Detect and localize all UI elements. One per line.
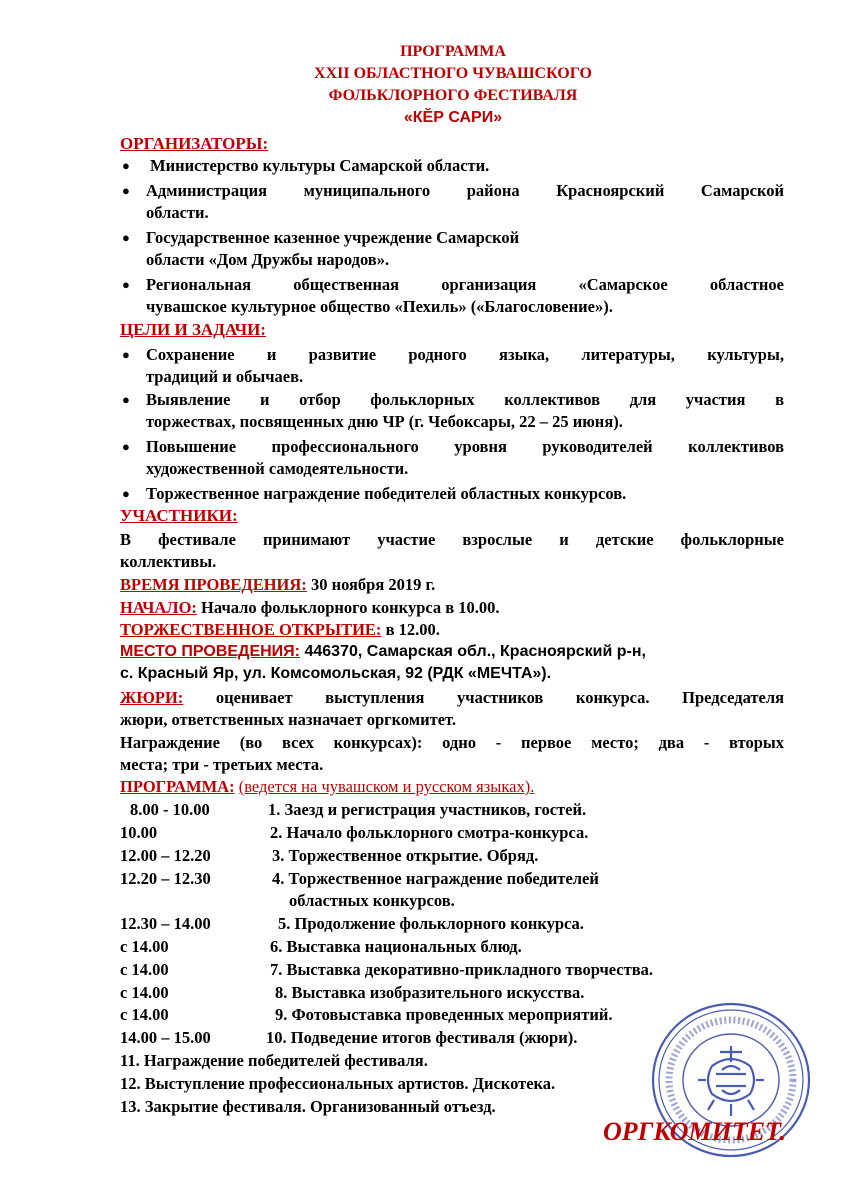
time-line bbox=[120, 575, 435, 595]
start-label: НАЧАЛО: bbox=[120, 598, 197, 617]
program-note: (ведется на чувашском и русском языках). bbox=[238, 777, 535, 796]
bullet: ● bbox=[122, 230, 130, 245]
schedule-time: с 14.00 bbox=[120, 960, 169, 979]
organizer-item-2: Администрация муниципального района Красноярский Самарской bbox=[146, 181, 784, 200]
program-tail-item: 13. Закрытие фестиваля. Организованный отъезд. bbox=[120, 1097, 496, 1116]
schedule-time: 14.00 – 15.00 bbox=[120, 1028, 211, 1047]
organizers-heading: ОРГАНИЗАТОРЫ: bbox=[120, 134, 269, 153]
jury-text-cont: жюри, ответственных назначает оргкомитет. bbox=[120, 710, 457, 729]
goal-item-3-cont: художественной самодеятельности. bbox=[146, 459, 409, 478]
schedule-item: 3. Торжественное открытие. Обряд. bbox=[272, 846, 539, 865]
participants-text: В фестивале принимают участие взрослые и детские фольклорные bbox=[120, 530, 784, 549]
bullet: ● bbox=[122, 277, 130, 292]
organizer-item-4-cont: чувашское культурное общество «Пехиль» («Благословение»). bbox=[146, 297, 613, 316]
jury-text: оценивает выступления участников конкурса. Председателя bbox=[215, 688, 785, 707]
bullet: ● bbox=[122, 486, 130, 501]
program-tail-item: 11. Награждение победителей фестиваля. bbox=[120, 1051, 428, 1070]
schedule-time: с 14.00 bbox=[120, 1005, 169, 1024]
title-line-1: ПРОГРАММА bbox=[400, 43, 506, 60]
schedule-time: с 14.00 bbox=[120, 983, 169, 1002]
program-label: ПРОГРАММА: bbox=[120, 777, 235, 796]
organizer-item-3-cont: области «Дом Дружбы народов». bbox=[146, 250, 390, 269]
time-label: ВРЕМЯ ПРОВЕДЕНИЯ: bbox=[120, 575, 307, 594]
schedule-item: 1. Заезд и регистрация участников, гостей. bbox=[268, 800, 587, 819]
schedule-time: 8.00 - 10.00 bbox=[130, 800, 210, 819]
organizer-item-2-cont: области. bbox=[146, 203, 209, 222]
bullet: ● bbox=[122, 158, 130, 173]
award-text: Награждение (во всех конкурсах): одно - первое место; два - вторых bbox=[120, 733, 784, 752]
bullet: ● bbox=[122, 347, 130, 362]
start-value: Начало фольклорного конкурса в 10.00. bbox=[201, 598, 500, 617]
schedule-item: 8. Выставка изобразительного искусства. bbox=[275, 983, 585, 1002]
schedule-item: 4. Торжественное награждение победителей bbox=[272, 869, 599, 888]
schedule-time: 12.30 – 14.00 bbox=[120, 914, 211, 933]
opening-value: в 12.00. bbox=[385, 620, 440, 639]
start-line bbox=[120, 598, 500, 618]
participants-text-cont: коллективы. bbox=[120, 552, 217, 571]
place-line bbox=[120, 642, 646, 662]
schedule-item: 2. Начало фольклорного смотра-конкурса. bbox=[270, 823, 589, 842]
bullet: ● bbox=[122, 392, 130, 407]
schedule-item: 10. Подведение итогов фестиваля (жюри). bbox=[266, 1028, 578, 1047]
jury-line bbox=[120, 688, 784, 708]
goal-item-4: Торжественное награждение победителей областных конкурсов. bbox=[146, 484, 627, 503]
place-label: МЕСТО ПРОВЕДЕНИЯ: bbox=[120, 643, 301, 660]
schedule-item: 7. Выставка декоративно-прикладного творчества. bbox=[270, 960, 654, 979]
title-line-3: ФОЛЬКЛОРНОГО ФЕСТИВАЛЯ bbox=[328, 87, 578, 104]
schedule-time: с 14.00 bbox=[120, 937, 169, 956]
participants-heading: УЧАСТНИКИ: bbox=[120, 506, 238, 525]
organizer-item-1: Министерство культуры Самарской области. bbox=[150, 156, 490, 175]
time-value: 30 ноября 2019 г. bbox=[310, 575, 436, 594]
title-line-2: XXII ОБЛАСТНОГО ЧУВАШСКОГО bbox=[314, 65, 592, 82]
schedule-item: 6. Выставка национальных блюд. bbox=[270, 937, 522, 956]
goals-heading: ЦЕЛИ И ЗАДАЧИ: bbox=[120, 320, 266, 339]
schedule-time: 10.00 bbox=[120, 823, 158, 842]
jury-label: ЖЮРИ: bbox=[120, 688, 184, 707]
opening-label: ТОРЖЕСТВЕННОЕ ОТКРЫТИЕ: bbox=[120, 620, 382, 639]
bullet: ● bbox=[122, 439, 130, 454]
title-line-4: «КĔР САРИ» bbox=[403, 109, 503, 126]
goal-item-2-cont: торжествах, посвященных дню ЧР (г. Чебоксары, 22 – 25 июня). bbox=[146, 412, 623, 431]
organizer-item-4: Региональная общественная организация «Самарское областное bbox=[146, 275, 784, 294]
place-value: 446370, Самарская обл., Красноярский р-н, bbox=[304, 643, 646, 660]
schedule-item: 9. Фотовыставка проведенных мероприятий. bbox=[275, 1005, 613, 1024]
award-text-cont: места; три - третьих места. bbox=[120, 755, 324, 774]
bullet: ● bbox=[122, 183, 130, 198]
goal-item-3: Повышение профессионального уровня руководителей коллективов bbox=[146, 437, 784, 456]
schedule-time: 12.20 – 12.30 bbox=[120, 869, 211, 888]
goal-item-2: Выявление и отбор фольклорных коллективов для участия в bbox=[146, 390, 784, 409]
goal-item-1-cont: традиций и обычаев. bbox=[146, 367, 304, 386]
organizer-item-3: Государственное казенное учреждение Самарской bbox=[146, 228, 520, 247]
schedule-item: 5. Продолжение фольклорного конкурса. bbox=[278, 914, 584, 933]
program-tail-item: 12. Выступление профессиональных артистов. Дискотека. bbox=[120, 1074, 556, 1093]
schedule-time: 12.00 – 12.20 bbox=[120, 846, 211, 865]
opening-line bbox=[120, 620, 440, 640]
place-value-cont: с. Красный Яр, ул. Комсомольская, 92 (РДК «МЕЧТА»). bbox=[120, 665, 552, 682]
organizing-committee-signature: ОРГКОМИТЕТ. bbox=[603, 1117, 786, 1146]
program-heading-line bbox=[120, 777, 534, 797]
goal-item-1: Сохранение и развитие родного языка, литературы, культуры, bbox=[146, 345, 784, 364]
schedule-item-cont: областных конкурсов. bbox=[289, 891, 455, 910]
